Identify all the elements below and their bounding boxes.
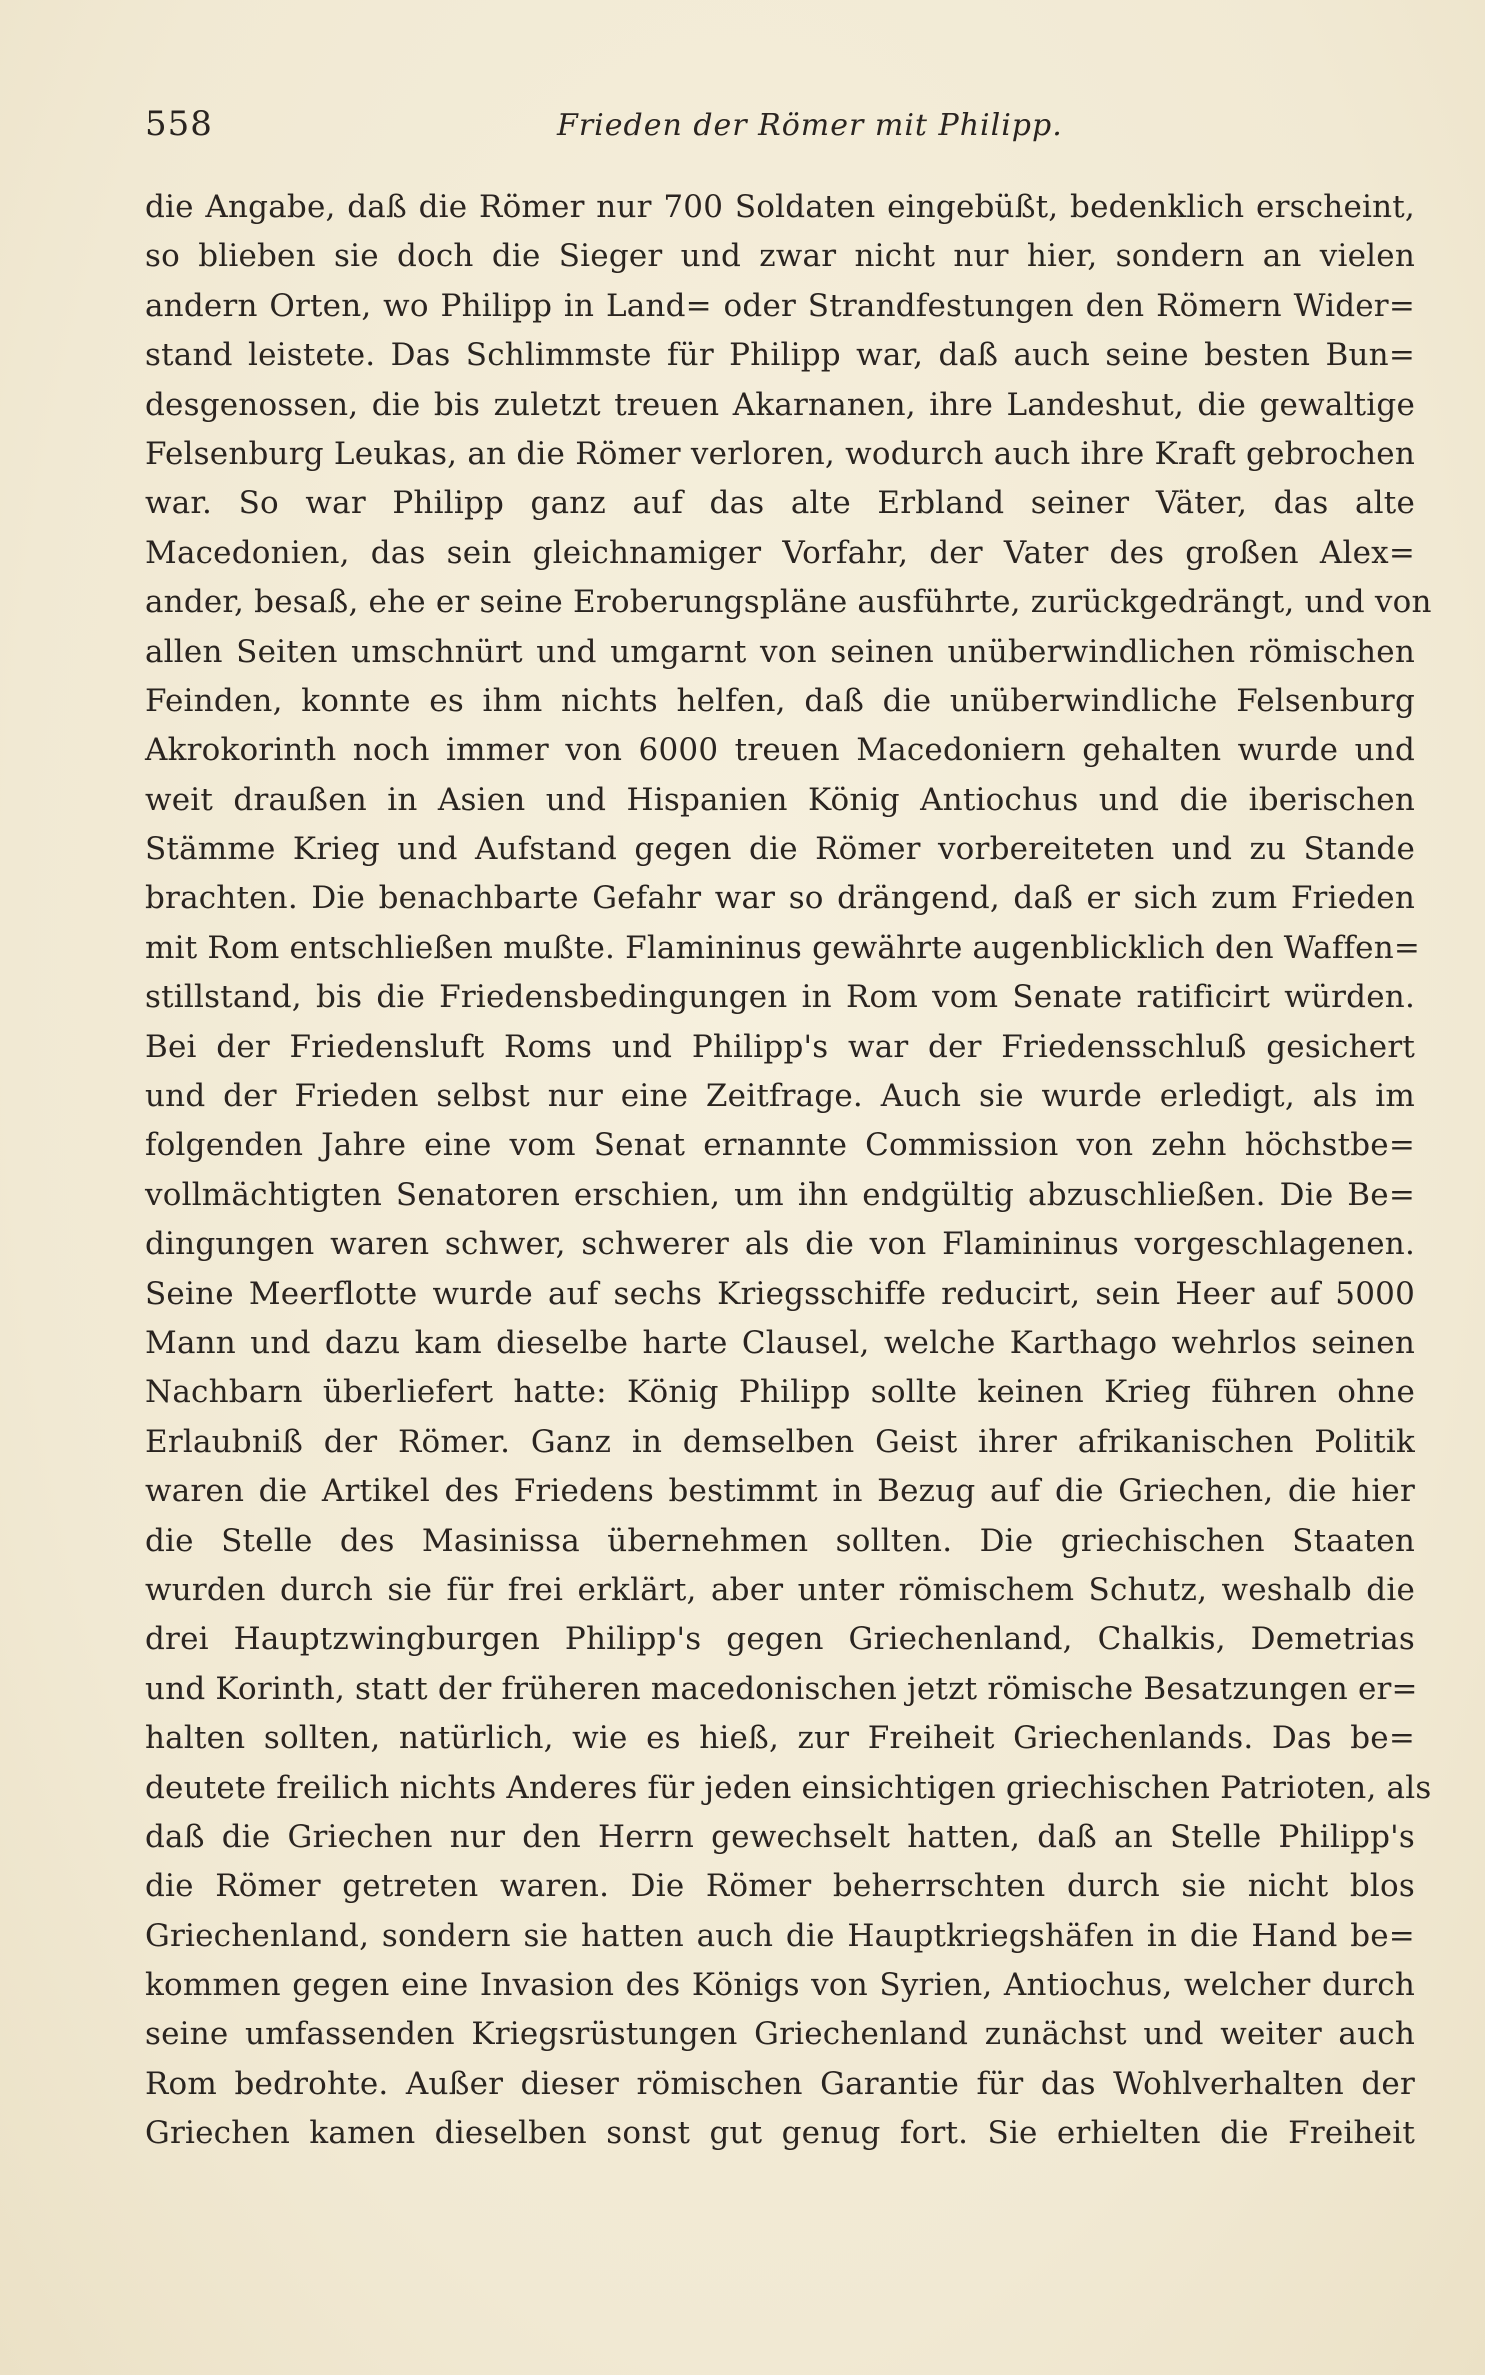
page-number: 558 (145, 104, 213, 144)
text-line: seine umfassenden Kriegsrüstungen Griechenland zunächst und weiter auch (145, 2016, 1415, 2053)
page-header (145, 104, 1415, 154)
text-line: war. So war Philipp ganz auf das alte Erbland seiner Väter, das alte (145, 485, 1415, 522)
text-line: deutete freilich nichts Anderes für jeden einsichtigen griechischen Patrioten, als (145, 1769, 1432, 1806)
text-line: Feinden, konnte es ihm nichts helfen, daß die unüberwindliche Felsenburg (145, 682, 1415, 719)
text-line: Felsenburg Leukas, an die Römer verloren, wodurch auch ihre Kraft gebrochen (145, 435, 1415, 472)
text-line: ander, besaß, ehe er seine Eroberungspläne ausführte, zurückgedrängt, und von (145, 584, 1432, 621)
text-line: Griechenland, sondern sie hatten auch die Hauptkriegshäfen in die Hand be= (145, 1917, 1415, 1954)
text-line: brachten. Die benachbarte Gefahr war so drängend, daß er sich zum Frieden (145, 880, 1415, 917)
text-line: vollmächtigten Senatoren erschien, um ihn endgültig abzuschließen. Die Be= (145, 1176, 1415, 1213)
text-line: Mann und dazu kam dieselbe harte Clausel, welche Karthago wehrlos seinen (145, 1324, 1415, 1361)
text-line: Seine Meerflotte wurde auf sechs Kriegsschiffe reducirt, sein Heer auf 5000 (145, 1275, 1415, 1312)
body-text (145, 183, 1432, 2159)
text-line: Erlaubniß der Römer. Ganz in demselben Geist ihrer afrikanischen Politik (145, 1423, 1415, 1460)
text-line: allen Seiten umschnürt und umgarnt von seinen unüberwindlichen römischen (145, 633, 1415, 670)
text-line: und Korinth, statt der früheren macedonischen jetzt römische Besatzungen er= (145, 1670, 1418, 1707)
text-line: Rom bedrohte. Außer dieser römischen Garantie für das Wohlverhalten der (145, 2065, 1415, 2102)
text-line: waren die Artikel des Friedens bestimmt in Bezug auf die Griechen, die hier (145, 1473, 1415, 1510)
text-line: stillstand, bis die Friedensbedingungen in Rom vom Senate ratificirt würden. (145, 979, 1415, 1016)
text-line: mit Rom entschließen mußte. Flamininus gewährte augenblicklich den Waffen= (145, 929, 1421, 966)
text-line: drei Hauptzwingburgen Philipp's gegen Griechenland, Chalkis, Demetrias (145, 1621, 1415, 1658)
text-line: die Römer getreten waren. Die Römer beherrschten durch sie nicht blos (145, 1868, 1415, 1905)
text-line: die Angabe, daß die Römer nur 700 Soldaten eingebüßt, bedenklich erscheint, (145, 189, 1415, 225)
text-line: so blieben sie doch die Sieger und zwar nicht nur hier, sondern an vielen (145, 238, 1415, 275)
text-line: desgenossen, die bis zuletzt treuen Akarnanen, ihre Landeshut, die gewaltige (145, 386, 1415, 423)
text-line: halten sollten, natürlich, wie es hieß, zur Freiheit Griechenlands. Das be= (145, 1720, 1415, 1757)
text-line: dingungen waren schwer, schwerer als die von Flamininus vorgeschlagenen. (145, 1226, 1415, 1263)
text-line: Bei der Friedensluft Roms und Philipp's war der Friedensschluß gesichert (145, 1028, 1415, 1065)
text-line: andern Orten, wo Philipp in Land= oder Strandfestungen den Römern Wider= (145, 287, 1415, 324)
running-title: Frieden der Römer mit Philipp. (557, 108, 1063, 143)
text-line: kommen gegen eine Invasion des Königs von Syrien, Antiochus, welcher durch (145, 1967, 1415, 2004)
text-line: weit draußen in Asien und Hispanien König Antiochus und die iberischen (145, 781, 1415, 818)
text-line: Macedonien, das sein gleichnamiger Vorfahr, der Vater des großen Alex= (145, 534, 1415, 571)
text-line: und der Frieden selbst nur eine Zeitfrage. Auch sie wurde erledigt, als im (145, 1078, 1415, 1115)
text-line: wurden durch sie für frei erklärt, aber unter römischem Schutz, weshalb die (145, 1571, 1415, 1608)
text-line: Nachbarn überliefert hatte: König Philipp sollte keinen Krieg führen ohne (145, 1374, 1415, 1411)
text-line: Stämme Krieg und Aufstand gegen die Römer vorbereiteten und zu Stande (145, 831, 1415, 868)
text-line: folgenden Jahre eine vom Senat ernannte Commission von zehn höchstbe= (145, 1127, 1415, 1164)
text-line: Griechen kamen dieselben sonst gut genug fort. Sie erhielten die Freiheit (145, 2115, 1415, 2152)
text-line: stand leistete. Das Schlimmste für Philipp war, daß auch seine besten Bun= (145, 337, 1415, 374)
text-line: die Stelle des Masinissa übernehmen sollten. Die griechischen Staaten (145, 1522, 1415, 1559)
text-line: daß die Griechen nur den Herrn gewechselt hatten, daß an Stelle Philipp's (145, 1818, 1415, 1855)
text-line: Akrokorinth noch immer von 6000 treuen Macedoniern gehalten wurde und (145, 732, 1415, 769)
